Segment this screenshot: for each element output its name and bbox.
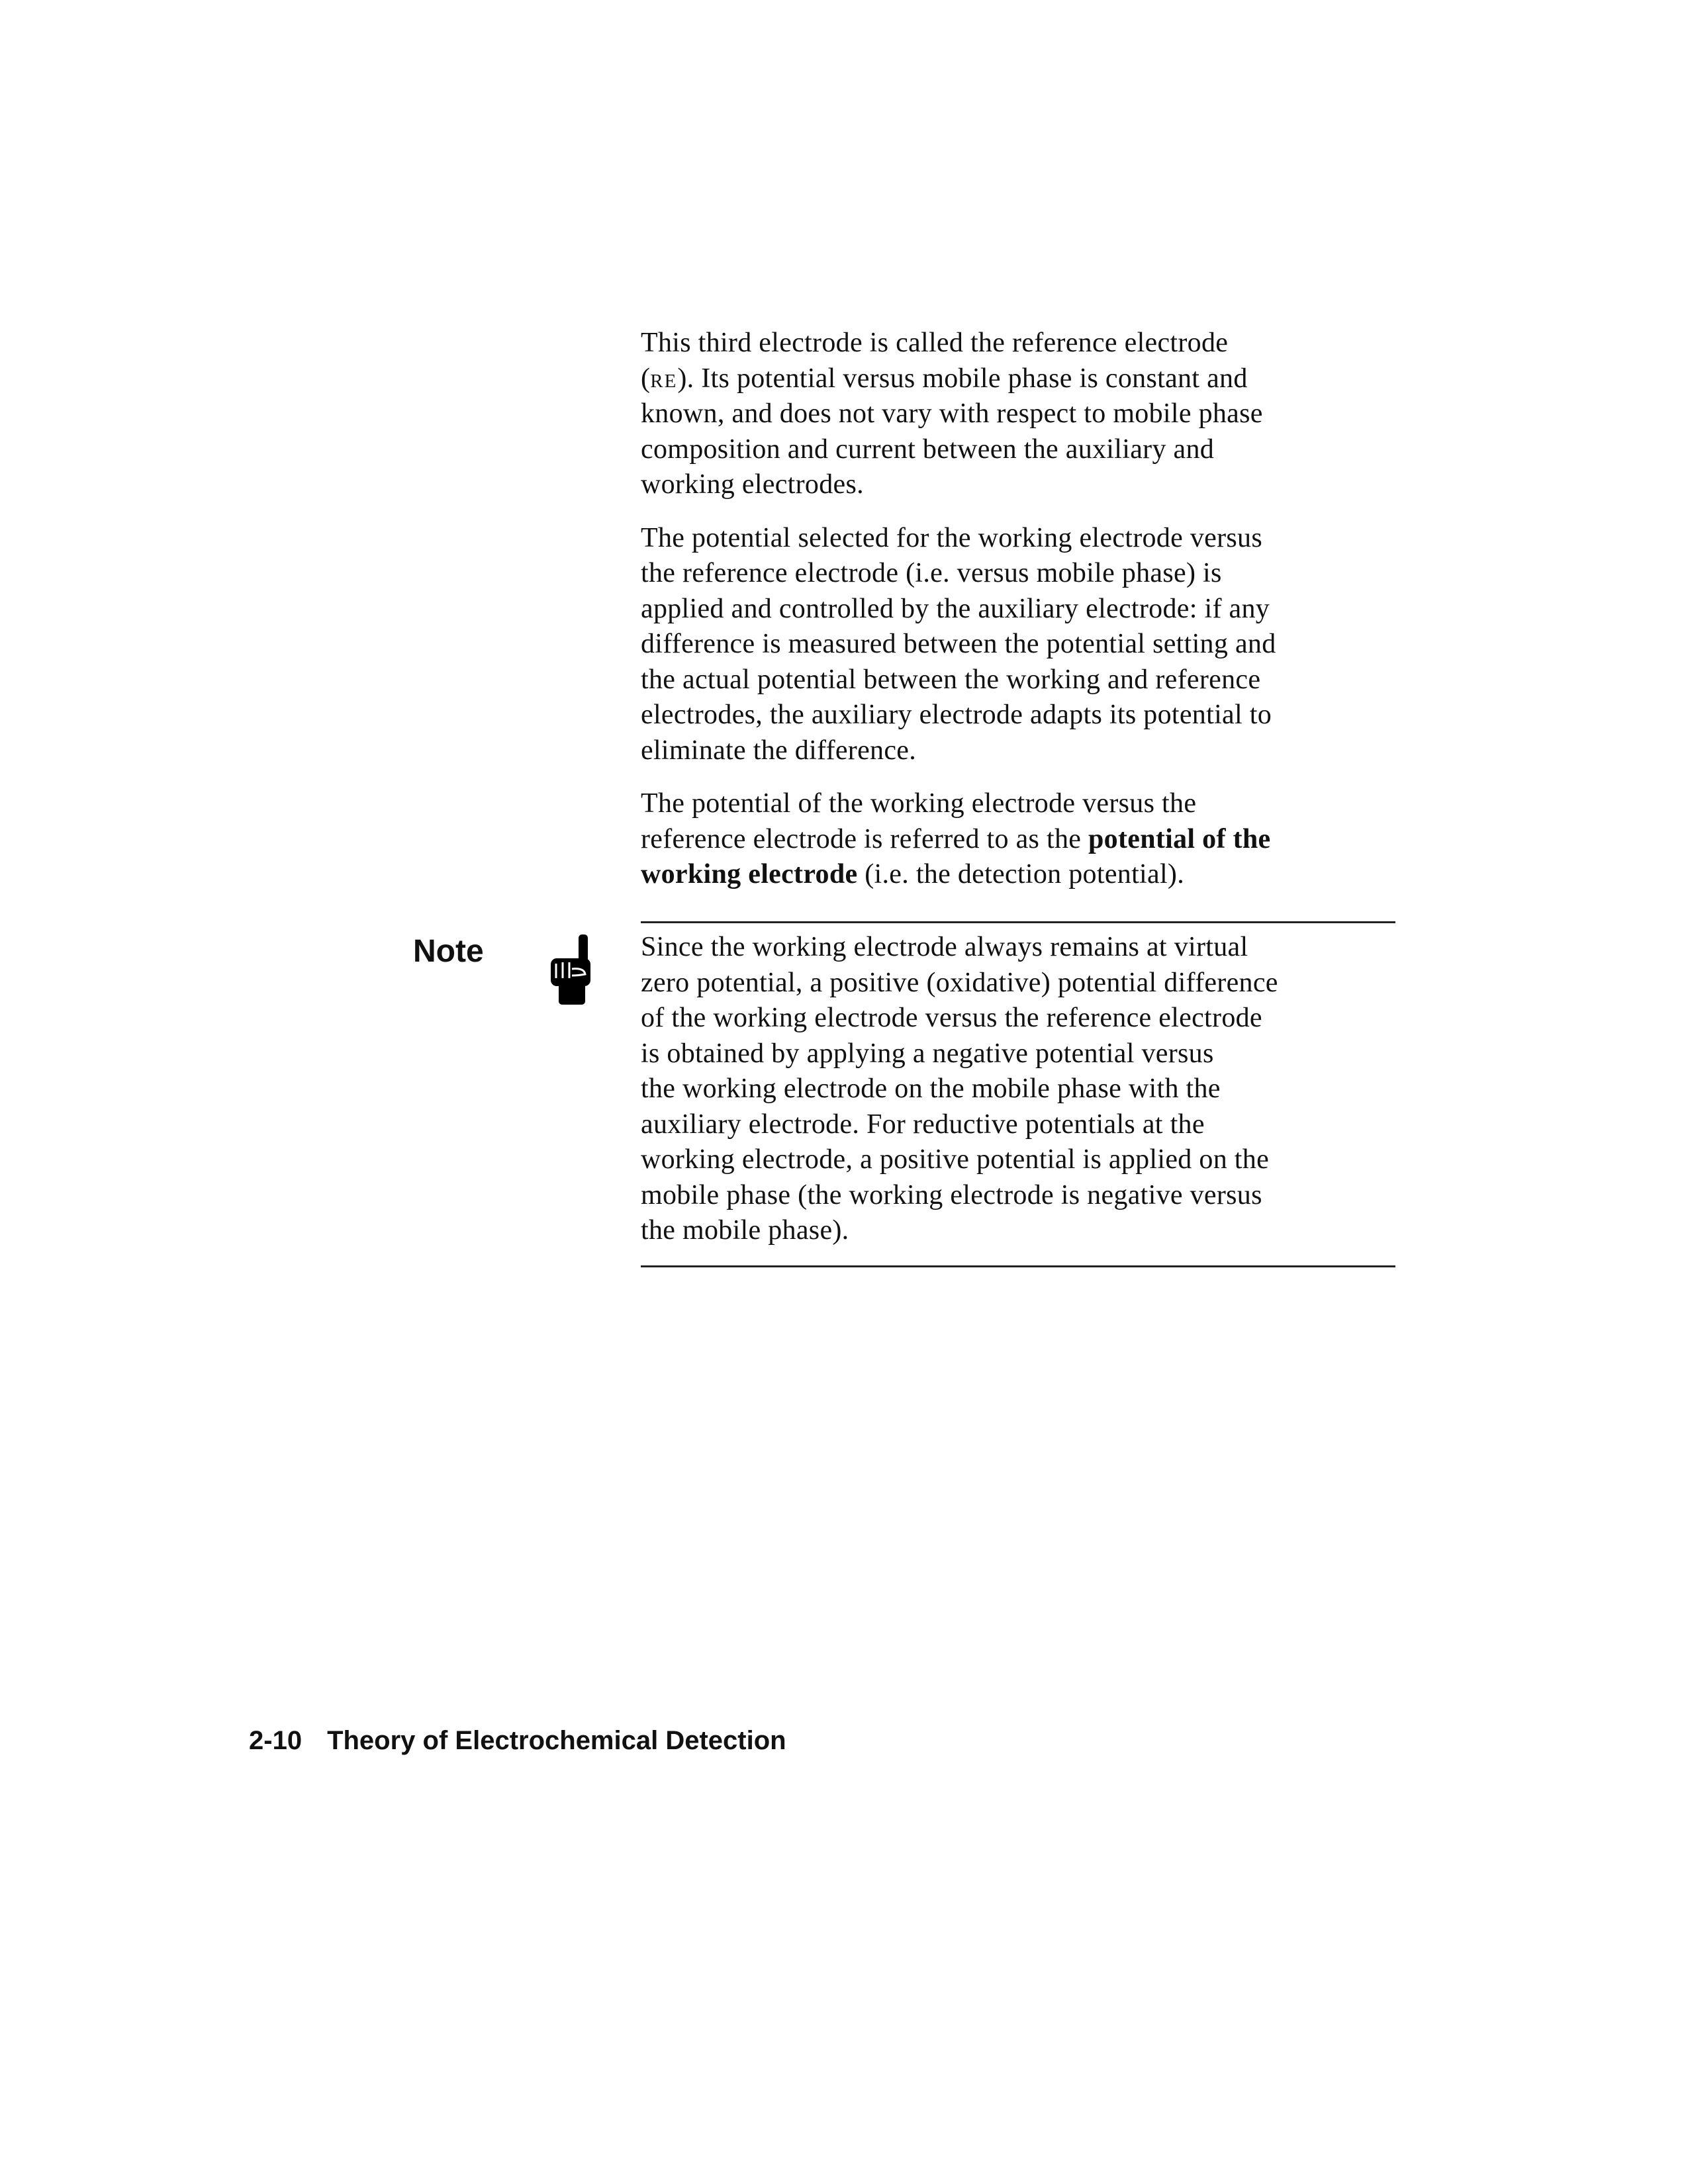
note-text: Since the working electrode always remains at virtual zero potential, a positive (oxidative) potential difference of the working electrode versus the reference electrode is obtained by applying a negative potential versus the working electrode on the mobile phase with the auxiliary electrode. For reductive potentials at the working electrode, a positive potential is applied on the mobile phase (the working electrode is negative versus the mobile phase). [641,932,1278,1246]
paragraph-text: ). Its potential versus mobile phase is constant and known, and does not vary with respect to mobile phase composition and current between the auxiliary and working electrodes. [641,363,1263,500]
paragraph-potential-definition [641,786,1395,893]
bold-term: potential of the working electrode [641,823,1271,889]
page-footer [249,1725,786,1756]
section-title: Theory of Electrochemical Detection [327,1726,786,1755]
abbreviation-re: re [650,363,678,394]
paragraph-text: (i.e. the detection potential). [857,859,1185,889]
body-text [641,326,1395,911]
paragraph-reference-electrode [641,326,1395,503]
note-bottom-rule [641,1265,1395,1267]
page-number: 2-10 [249,1726,303,1755]
note-top-rule [641,921,1395,923]
paragraph-text: This third electrode is called the reference electrode ( [641,328,1229,394]
paragraph-text: The potential of the working electrode versus the reference electrode is referred to as the [641,788,1197,854]
note-label: Note [413,934,484,969]
pointing-hand-icon [549,934,593,1005]
paragraph-potential-selected: The potential selected for the working electrode versus the reference electrode (i.e. versus mobile phase) is applied and controlled by the auxiliary electrode: if any difference is measured between the potential setting and the actual potential between the working and reference electrodes, the auxiliary electrode adapts its potential to eliminate the difference. [641,522,1276,766]
